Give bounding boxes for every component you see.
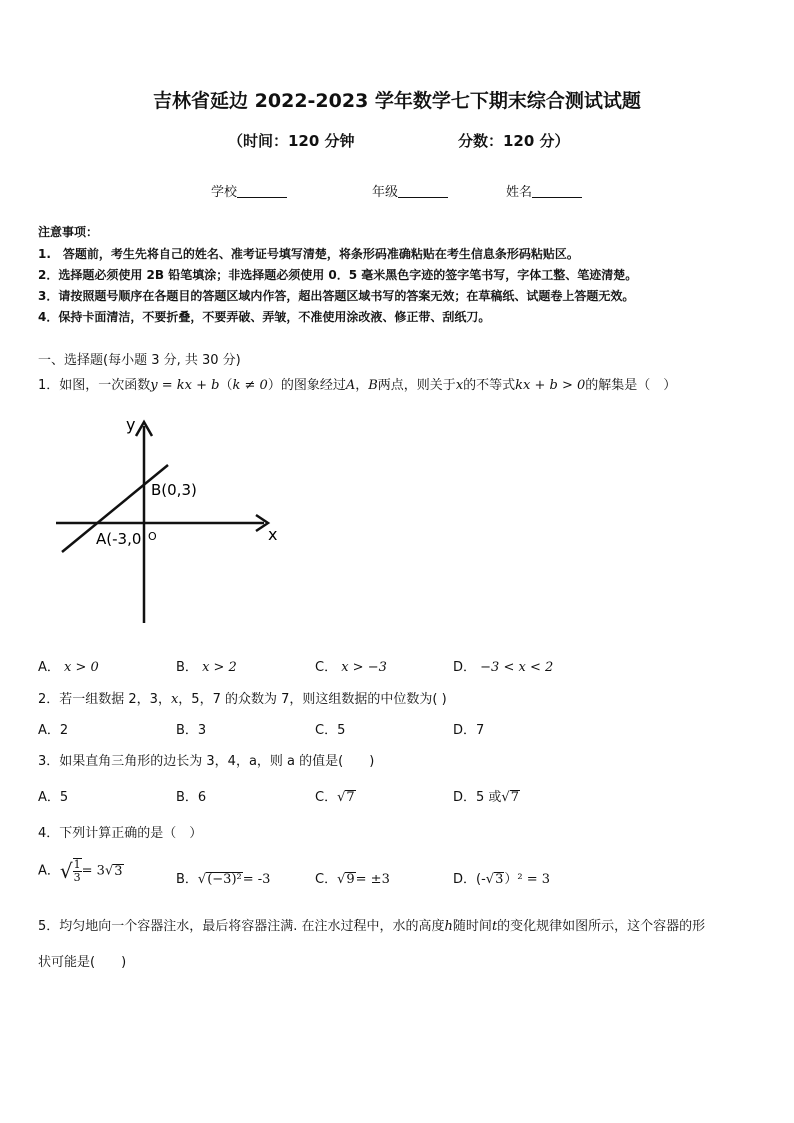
q1-option-a-label: A． xyxy=(38,660,60,675)
grade-field xyxy=(372,181,448,200)
q4-option-a-label: A． xyxy=(38,863,60,879)
q2-option-d[interactable]: D．7 xyxy=(453,723,485,738)
exam-time: （时间：120 分钟 xyxy=(228,132,355,150)
q4-option-c-label: C． xyxy=(315,872,338,887)
q4-option-c-radicand: 9 xyxy=(346,872,355,887)
q1-text-3: ）的图象经过 xyxy=(267,378,346,393)
note-item-3: 3．请按照题号顺序在各题目的答题区域内作答，超出答题区域书写的答案无效；在草稿纸、试题卷上答题无效。 xyxy=(38,289,635,303)
q4-option-c[interactable]: C．√9= ±3 xyxy=(315,872,390,887)
q1-text-2: （ xyxy=(219,378,233,393)
q1-option-a[interactable] xyxy=(38,656,99,675)
q4-option-b-radicand: (−3)² xyxy=(207,872,242,887)
point-b-label: B(0,3) xyxy=(151,481,197,499)
fraction-denominator: 3 xyxy=(73,871,81,884)
q1-option-b[interactable] xyxy=(176,656,237,675)
q3-option-a[interactable]: A．5 xyxy=(38,790,69,805)
question-4-stem: 4．下列计算正确的是（ ） xyxy=(38,826,203,841)
q2-variable-x: x xyxy=(170,692,179,707)
question-3-stem: 3．如果直角三角形的边长为 3，4，a，则 a 的值是( ) xyxy=(38,754,375,769)
notes-heading: 注意事项： xyxy=(38,225,99,239)
q1-comma: ， xyxy=(355,378,369,393)
q1-text-1: 1．如图，一次函数 xyxy=(38,378,151,393)
q1-graph xyxy=(50,410,290,625)
q2-text-2: ，5，7 的众数为 7，则这组数据的中位数为( ) xyxy=(178,692,447,707)
q3-option-d[interactable]: D．5 或√7 xyxy=(453,790,519,805)
question-5-stem xyxy=(38,915,705,934)
q4-option-a-rhs: = 3 xyxy=(81,863,105,879)
q4-option-d-label: D．(- xyxy=(453,872,486,887)
q4-option-d-rhs: ）² = 3 xyxy=(504,872,550,887)
q1-text-4: 两点，则关于 xyxy=(377,378,456,393)
q1-variable-x: x xyxy=(455,378,464,393)
exam-title: 吉林省延边 2022-2023 学年数学七下期末综合测试试题 xyxy=(153,90,641,112)
q4-option-b-label: B． xyxy=(176,872,198,887)
note-item-4: 4．保持卡面清洁，不要折叠，不要弄破、弄皱，不准使用涂改液、修正带、刮纸刀。 xyxy=(38,310,491,324)
note-item-2: 2．选择题必须使用 2B 铅笔填涂；非选择题必须使用 0．5 毫米黑色字迹的签字笔书写，字体工整、笔迹清楚。 xyxy=(38,268,638,282)
q1-option-a-expr: x > 0 xyxy=(64,660,99,675)
q5-text-3: 的变化规律如图所示，这个容器的形 xyxy=(497,919,706,934)
school-label: 学校 xyxy=(211,185,238,200)
q3-option-b[interactable]: B．6 xyxy=(176,790,207,805)
q2-option-a[interactable]: A．2 xyxy=(38,723,69,738)
note-item-1: 1. 答题前，考生先将自己的姓名、准考证号填写清楚，将条形码准确粘贴在考生信息条形码粘贴区。 xyxy=(38,247,579,261)
q3-option-d-radicand: 7 xyxy=(510,790,519,805)
q4-option-d[interactable]: D．(-√3）² = 3 xyxy=(453,872,550,887)
q1-option-b-expr: x > 2 xyxy=(202,660,237,675)
y-axis-label: y xyxy=(126,415,136,434)
q1-condition: k ≠ 0 xyxy=(232,378,268,393)
origin-label: O xyxy=(148,530,157,543)
question-1-stem xyxy=(38,374,676,393)
q1-inequality: kx + b > 0 xyxy=(515,378,586,393)
q1-option-c[interactable] xyxy=(315,656,387,675)
q1-point-b: B xyxy=(368,378,378,393)
q2-option-b[interactable]: B．3 xyxy=(176,723,207,738)
q1-function: y = kx + b xyxy=(150,378,220,393)
q1-text-5: 的不等式 xyxy=(463,378,516,393)
point-a-label: A(-3,0 xyxy=(96,530,142,548)
question-2-stem xyxy=(38,688,447,707)
q1-option-c-expr: x > −3 xyxy=(341,660,387,675)
school-field xyxy=(211,181,287,200)
q1-point-a: A xyxy=(345,378,356,393)
q2-option-c[interactable]: C．5 xyxy=(315,723,346,738)
school-blank xyxy=(237,185,287,198)
fraction-numerator: 1 xyxy=(73,858,81,871)
grade-blank xyxy=(398,185,448,198)
q1-option-c-label: C． xyxy=(315,660,338,675)
grade-label: 年级 xyxy=(372,185,399,200)
exam-score: 分数：120 分） xyxy=(458,132,570,150)
q5-variable-t: t xyxy=(491,919,498,934)
q4-option-d-radicand: 3 xyxy=(495,872,504,887)
q5-variable-h: h xyxy=(444,919,453,934)
q1-option-d-expr: −3 < x < 2 xyxy=(480,660,554,675)
q5-text-2: 随时间 xyxy=(452,919,492,934)
q3-option-d-label: D．5 或 xyxy=(453,790,502,805)
q3-option-c[interactable]: C．√7 xyxy=(315,790,355,805)
q1-option-d[interactable] xyxy=(453,656,553,675)
q4-option-a[interactable]: A．√ $\frac{1}{3}$ = 3√3 xyxy=(38,858,123,884)
name-blank xyxy=(532,185,582,198)
q4-option-a-fraction xyxy=(73,858,82,884)
section-heading: 一、选择题(每小题 3 分, 共 30 分) xyxy=(38,353,241,368)
question-5-stem-line-2: 状可能是( ) xyxy=(38,955,127,970)
q4-option-a-radicand: 3 xyxy=(114,863,123,879)
q4-option-c-rhs: = ±3 xyxy=(355,872,390,887)
q5-text-1: 5．均匀地向一个容器注水，最后将容器注满. 在注水过程中，水的高度 xyxy=(38,919,445,934)
name-field xyxy=(506,181,582,200)
q3-option-c-label: C． xyxy=(315,790,338,805)
q4-option-b-rhs: = -3 xyxy=(242,872,271,887)
q1-text-6: 的解集是（ ） xyxy=(585,378,677,393)
q4-option-b[interactable]: B．√(−3)²= -3 xyxy=(176,872,271,887)
q2-text-1: 2．若一组数据 2，3， xyxy=(38,692,171,707)
name-label: 姓名 xyxy=(506,185,533,200)
q1-option-b-label: B． xyxy=(176,660,198,675)
q1-option-d-label: D． xyxy=(453,660,477,675)
x-axis-label: x xyxy=(268,525,278,544)
q3-option-c-radicand: 7 xyxy=(346,790,355,805)
